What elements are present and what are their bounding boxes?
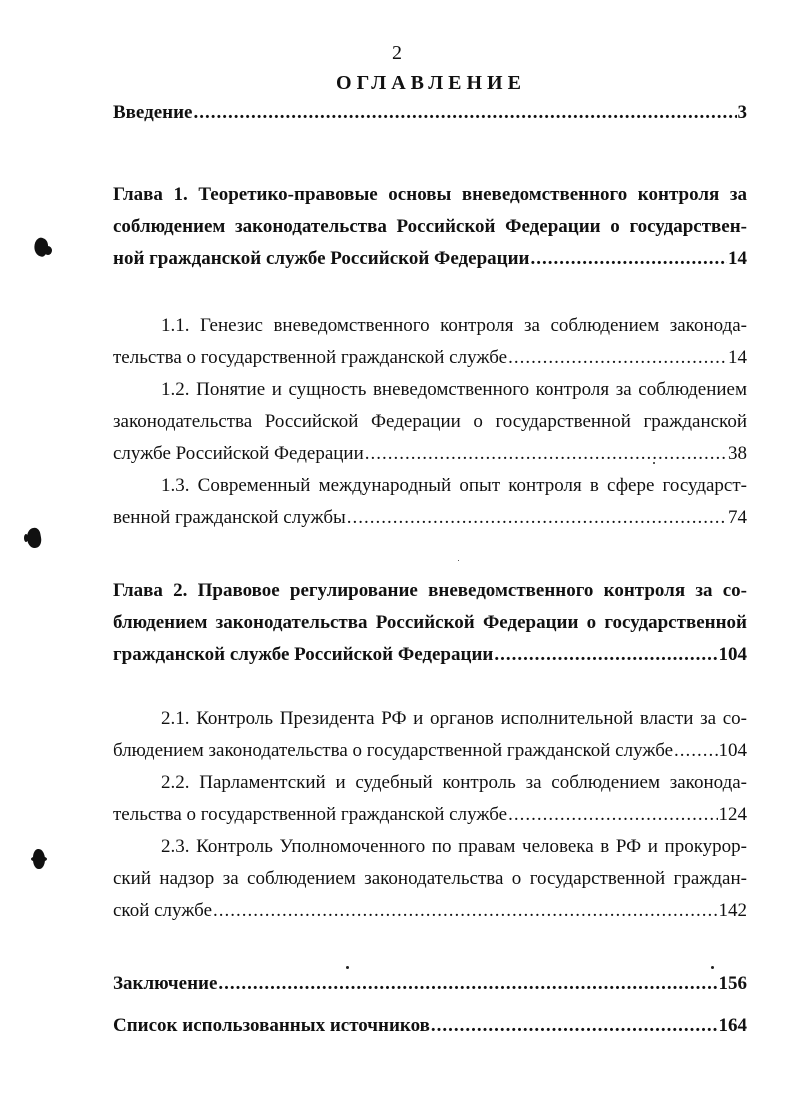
dot-leader <box>347 502 727 534</box>
dot-leader <box>218 968 717 1000</box>
toc-entry-line: 1.1. Генезис вневедомственного контроля за соблюдением законода- <box>161 315 747 336</box>
dot-leader <box>213 895 717 927</box>
toc-entry-title: Список использованных источников <box>113 1015 430 1036</box>
scan-speck <box>458 560 459 561</box>
toc-entry-section-1-3[interactable] <box>113 470 747 534</box>
dot-leader <box>508 342 727 374</box>
toc-entry-page: 3 <box>737 102 747 123</box>
dot-leader <box>431 1010 718 1042</box>
toc-entry-line: ной гражданской службе Российской Федерации <box>113 248 530 269</box>
dot-leader <box>494 639 717 671</box>
toc-entry-line: соблюдением законодательства Российской Федерации о государствен- <box>113 216 747 237</box>
toc-entry-line: венной гражданской службы <box>113 507 346 528</box>
toc-entry-line: тельства о государственной гражданской службе <box>113 347 508 368</box>
toc-entry-line: 1.2. Понятие и сущность вневедомственного контроля за соблюдением <box>161 379 747 400</box>
toc-entry-page: 104 <box>718 740 747 761</box>
toc-entry-section-2-1[interactable] <box>113 703 747 767</box>
dot-leader <box>674 735 717 767</box>
toc-entry-section-1-2[interactable] <box>113 374 747 470</box>
toc-entry-chapter-1[interactable] <box>113 179 747 275</box>
toc-entry-page: 142 <box>718 900 747 921</box>
toc-entry-title: Заключение <box>113 973 218 994</box>
scan-speck <box>653 462 655 464</box>
toc-entry-line: ской службе <box>113 900 213 921</box>
scan-blot <box>24 534 28 542</box>
dot-leader <box>530 243 727 275</box>
toc-entry-page: 14 <box>728 347 747 368</box>
scan-speck <box>711 966 714 969</box>
toc-entry-page: 14 <box>728 248 747 269</box>
toc-entry-page: 104 <box>718 644 747 665</box>
toc-entry-line: 2.2. Парламентский и судебный контроль за соблюдением законода- <box>161 772 747 793</box>
toc-entry-line: тельства о государственной гражданской службе <box>113 804 508 825</box>
toc-entry-line: 1.3. Современный международный опыт контроля в сфере государст- <box>161 475 747 496</box>
dot-leader <box>508 799 717 831</box>
toc-entry-page: 74 <box>728 507 747 528</box>
toc-entry-line: блюдением законодательства Российской Федерации о государственной <box>113 612 747 633</box>
toc-entry-page: 156 <box>718 973 747 994</box>
toc-entry-line: ский надзор за соблюдением законодательства о государственной граждан- <box>113 868 747 889</box>
toc-heading: ОГЛАВЛЕНИЕ <box>336 72 526 94</box>
scan-blot <box>44 246 52 255</box>
toc-entry-section-2-2[interactable] <box>113 767 747 831</box>
toc-entry-line: законодательства Российской Федерации о государственной гражданской <box>113 411 747 432</box>
toc-entry-chapter-2[interactable] <box>113 575 747 671</box>
toc-entry-line: службе Российской Федерации <box>113 443 364 464</box>
toc-entry-references[interactable] <box>113 1010 747 1042</box>
toc-entry-page: 38 <box>728 443 747 464</box>
dot-leader <box>365 438 727 470</box>
scan-speck <box>346 966 349 969</box>
toc-entry-section-2-3[interactable] <box>113 831 747 927</box>
toc-entry-line: Глава 1. Теоретико-правовые основы вневедомственного контроля за <box>113 184 747 205</box>
toc-entry-page: 124 <box>718 804 747 825</box>
toc-entry-line: блюдением законодательства о государственной гражданской службе <box>113 740 674 761</box>
toc-entry-line: 2.1. Контроль Президента РФ и органов исполнительной власти за со- <box>161 708 747 729</box>
toc-entry-line: гражданской службе Российской Федерации <box>113 644 494 665</box>
dot-leader <box>194 97 737 129</box>
toc-entry-conclusion[interactable] <box>113 968 747 1000</box>
toc-entry-section-1-1[interactable] <box>113 310 747 374</box>
toc-entry-page: 164 <box>718 1015 747 1036</box>
toc-entry-line: 2.3. Контроль Уполномоченного по правам человека в РФ и прокурор- <box>161 836 747 857</box>
toc-entry-line: Глава 2. Правовое регулирование вневедомственного контроля за со- <box>113 580 747 601</box>
toc-entry-title: Введение <box>113 102 193 123</box>
page-number: 2 <box>392 42 402 64</box>
scan-blot <box>31 856 47 862</box>
toc-entry-introduction[interactable] <box>113 97 747 129</box>
